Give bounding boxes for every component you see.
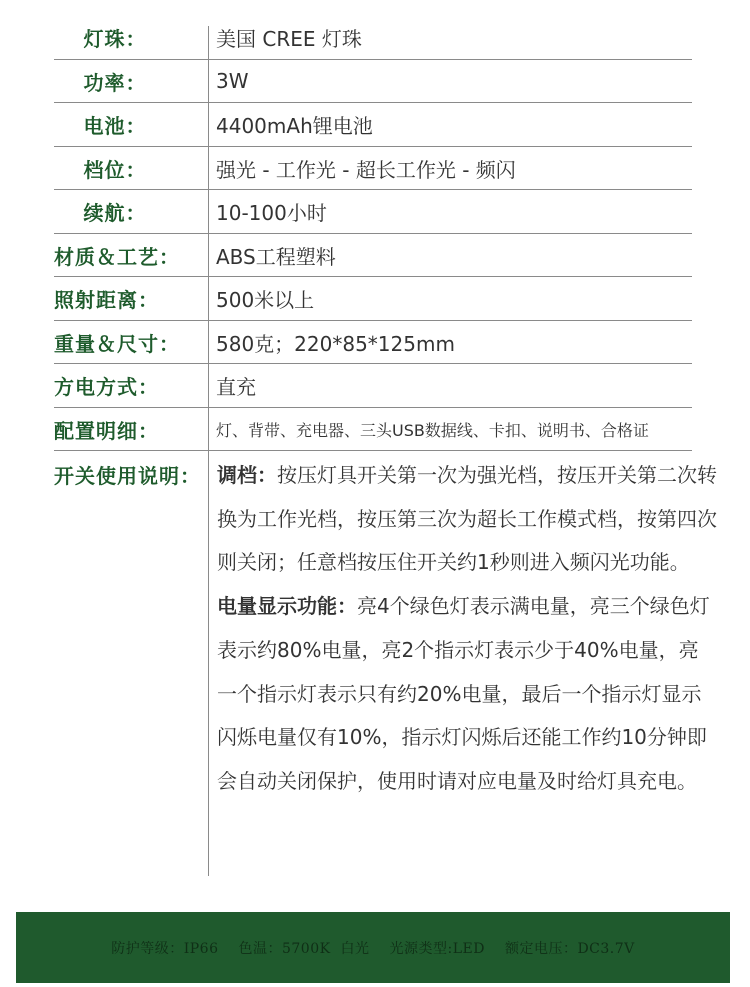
- usage-paragraph-battery: [217, 585, 717, 804]
- spec-row-runtime: [0, 190, 750, 234]
- footer-voltage: 额定电压：DC3.7V: [504, 940, 635, 957]
- spec-value: 580克；220*85*125mm: [216, 331, 455, 356]
- usage-text: [217, 454, 717, 804]
- spec-label: 续航：: [83, 201, 147, 226]
- footer-protection: 防护等级：IP66: [111, 940, 219, 957]
- spec-row-battery: [0, 103, 750, 147]
- usage-title-battery: 电量显示功能：: [217, 594, 357, 619]
- usage-body-mode: 按压灯具开关第一次为强光档，按压开关第二次转换为工作光档，按压第三次为超长工作模式档，按第四次则关闭；任意档按压住开关约1秒则进入频闪光功能。: [217, 463, 717, 575]
- spec-label: 材质＆工艺：: [54, 244, 180, 269]
- footer-color-temp: 色温：5700K 白光: [238, 940, 370, 957]
- spec-value: 10-100小时: [216, 201, 327, 226]
- spec-label: 档位：: [83, 157, 147, 182]
- spec-label: 照射距离：: [54, 288, 159, 313]
- spec-row-weight-size: [0, 321, 750, 365]
- spec-label: 配置明细：: [54, 418, 159, 443]
- usage-title-mode: 调档：: [217, 463, 277, 487]
- spec-row-package: [0, 408, 750, 452]
- spec-value: 灯、背带、充电器、三头USB数据线、卡扣、说明书、合格证: [216, 420, 649, 440]
- usage-body-battery: 亮4个绿色灯表示满电量，亮三个绿色灯表示约80%电量，亮2个指示灯表示少于40%电量，亮一个指示灯表示只有约20%电量，最后一个指示灯显示闪烁电量仅有10%，指示灯闪烁后还能工作约10分钟即会自动关闭保护，使用时请对应电量及时给灯具充电。: [217, 594, 710, 793]
- spec-row-power: [0, 60, 750, 104]
- spec-label: 功率：: [83, 70, 147, 95]
- footer-banner: [16, 912, 730, 983]
- footer-light-source: 光源类型:LED: [389, 940, 485, 957]
- spec-value: ABS工程塑料: [216, 244, 336, 269]
- spec-value: 强光 - 工作光 - 超长工作光 - 频闪: [216, 157, 516, 182]
- spec-label: 灯珠：: [83, 27, 147, 52]
- spec-row-bead: [0, 16, 750, 60]
- spec-label: 电池：: [83, 114, 147, 139]
- spec-row-range: [0, 277, 750, 321]
- spec-row-charging: [0, 364, 750, 408]
- spec-row-modes: [0, 147, 750, 191]
- spec-row-material: [0, 234, 750, 278]
- spec-table: [0, 16, 750, 451]
- spec-value: 直充: [216, 375, 256, 400]
- table-divider: [208, 26, 209, 876]
- spec-label: 方电方式：: [54, 375, 159, 400]
- spec-value: 美国 CREE 灯珠: [216, 27, 362, 52]
- usage-label: 开关使用说明：: [54, 464, 201, 488]
- spec-label: 重量＆尺寸：: [54, 331, 180, 356]
- usage-paragraph-mode: [217, 454, 717, 585]
- spec-value: 500米以上: [216, 288, 315, 313]
- spec-value: 4400mAh锂电池: [216, 114, 373, 139]
- spec-value: 3W: [216, 69, 249, 94]
